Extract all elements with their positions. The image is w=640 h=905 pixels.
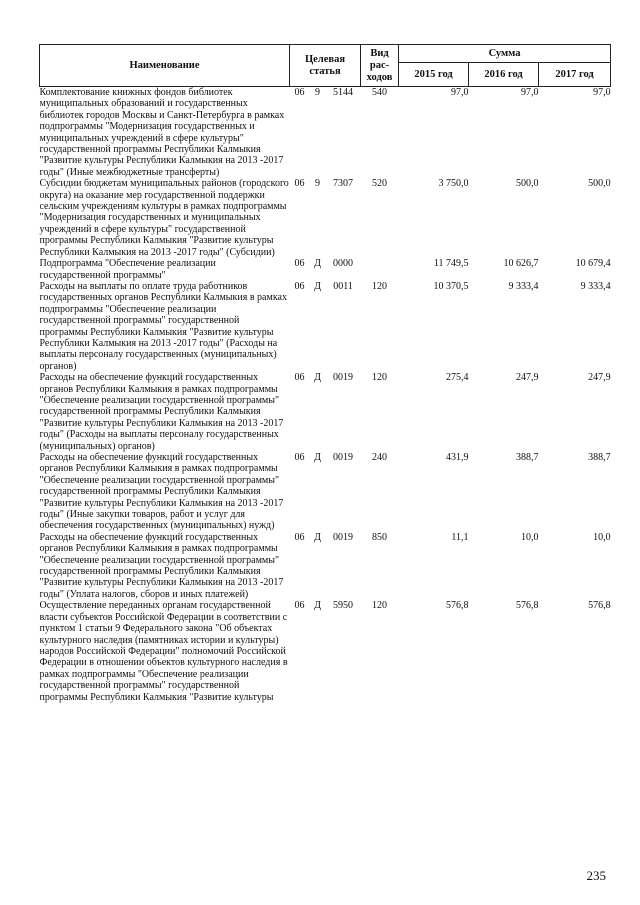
header-expense-type: Вид рас-ходов: [361, 45, 399, 87]
row-code-section: 06: [294, 258, 305, 270]
row-amount-2016: 10 626,7: [503, 258, 539, 270]
row-expense-type: [361, 258, 399, 281]
row-amount-2017: 97,0: [593, 87, 611, 98]
row-name: Комплектование книжных фондов библиотек муниципальных образований и государственных библиотек городов Москвы и Санкт-Петербурга в рамках подпрограммы "Модернизация государственных и муниципальных учреждений в сфере культуры" государственной программы Республики Калмыкия "Развитие культуры Республики Калмыкия на 2013 -2017 годы" (Иные межбюджетные трансферты): [39, 87, 285, 178]
row-code-program: Д: [314, 452, 321, 463]
row-name: Расходы на выплаты по оплате труда работников государственных органов Республики Калмыкия в рамках подпрограммы "Обеспечение реализации государственной программы" государственной программы Республики Калмыкия "Развитие культуры Республики Калмыкия на 2013 -2017 годы" (Расходы на выплаты персоналу государственных (муниципальных) органов): [39, 280, 287, 372]
row-code-section: 06: [294, 452, 305, 463]
row-name: Субсидии бюджетам муниципальных районов (городского округа) на оказание мер государственной поддержки сельским учреждениям культуры в рамках подпрограммы "Модернизация государственных и муниципальных учреждений в сфере культуры" государственной программы Республики Калмыкия "Развитие культуры Республики Калмыкия на 2013 -2017 годы" (Субсидии): [39, 178, 289, 258]
row-code-item: 0019: [333, 531, 354, 543]
table-row: [40, 178, 611, 258]
row-code-section: 06: [294, 280, 305, 292]
row-amount-2015: 431,9: [446, 452, 469, 463]
row-amount-2016: 10,0: [521, 531, 539, 543]
row-name: Осуществление переданных органам государственной власти субъектов Российской Федерации в соответствии с пунктом 1 статьи 9 Федерального закона "Об объектах культурного наследия (памятниках истории и культуры) народов Российской Федерации" полномочий Российской Федерации в отношении объектов культурного наследия в рамках подпрограммы "Обеспечение реализации государственной программы" государственной программы Республики Калмыкия "Развитие культуры: [39, 600, 288, 703]
table-header: [40, 45, 611, 87]
row-amount-2015: 576,8: [446, 600, 469, 612]
row-amount-2016: 500,0: [516, 178, 539, 190]
table-row: [40, 452, 611, 532]
row-amount-2015: 97,0: [451, 87, 469, 98]
row-expense-type: 520: [372, 178, 388, 190]
page-number: 235: [586, 868, 606, 883]
header-year-2017: 2017 год: [539, 63, 611, 87]
row-amount-2017: 10 679,4: [575, 258, 611, 270]
row-code-item: 0000: [333, 258, 354, 270]
row-code-item: 0019: [333, 452, 354, 463]
row-amount-2016: 9 333,4: [508, 280, 539, 292]
row-amount-2015: 275,4: [446, 372, 469, 384]
row-name: Расходы на обеспечение функций государственных органов Республики Калмыкия в рамках подпрограммы "Обеспечение реализации государственной программы" государственной программы Республики Калмыкия "Развитие культуры Республики Калмыкия на 2013 -2017 годы" (Иные закупки товаров, работ и услуг для обеспечения государственных (муниципальных) нужд): [39, 452, 284, 532]
row-code-item: 0019: [333, 372, 354, 384]
row-expense-type: 120: [372, 280, 388, 292]
row-amount-2017: 247,9: [588, 372, 611, 384]
header-name: Наименование: [40, 45, 290, 87]
row-code-program: Д: [314, 258, 321, 270]
row-amount-2015: 10 370,5: [433, 280, 469, 292]
row-code-section: 06: [294, 178, 305, 190]
table-row: [40, 600, 611, 703]
row-amount-2016: 576,8: [516, 600, 539, 612]
row-code-section: 06: [294, 531, 305, 543]
row-code-program: Д: [314, 531, 321, 543]
row-code-section: 06: [294, 372, 305, 384]
table-row: [40, 258, 611, 281]
row-name: Расходы на обеспечение функций государственных органов Республики Калмыкия в рамках подпрограммы "Обеспечение реализации государственной программы" государственной программы Республики Калмыкия "Развитие культуры Республики Калмыкия на 2013 -2017 годы" (Уплата налогов, сборов и иных платежей): [39, 531, 284, 600]
row-amount-2015: 11 749,5: [433, 258, 469, 270]
row-code-item: 5144: [333, 87, 354, 98]
row-code-section: 06: [294, 600, 305, 612]
row-code-program: 9: [315, 178, 320, 190]
row-amount-2017: 388,7: [588, 452, 611, 463]
row-name: Подпрограмма "Обеспечение реализации государственной программы": [39, 258, 216, 281]
row-amount-2017: 500,0: [588, 178, 611, 190]
row-code-item: 7307: [333, 178, 354, 190]
row-expense-type: 540: [372, 87, 388, 98]
header-year-2015: 2015 год: [399, 63, 469, 87]
header-sum: Сумма: [399, 45, 611, 63]
row-amount-2015: 3 750,0: [438, 178, 469, 190]
row-amount-2017: 9 333,4: [580, 280, 611, 292]
budget-table: [39, 44, 611, 703]
table-row: [40, 281, 611, 372]
header-target-article: Целевая статья: [290, 45, 361, 87]
row-code-program: Д: [314, 280, 321, 292]
row-code-section: 06: [294, 87, 305, 98]
row-amount-2017: 576,8: [588, 600, 611, 612]
row-expense-type: 240: [372, 452, 388, 463]
header-year-2016: 2016 год: [469, 63, 539, 87]
table-row: [40, 87, 611, 179]
row-amount-2015: 11,1: [451, 531, 469, 543]
row-code-program: 9: [315, 87, 320, 98]
table-row: [40, 532, 611, 600]
row-amount-2016: 247,9: [516, 372, 539, 384]
row-expense-type: 850: [372, 531, 388, 543]
row-code-program: Д: [314, 600, 321, 612]
row-amount-2017: 10,0: [593, 531, 611, 543]
row-name: Расходы на обеспечение функций государственных органов Республики Калмыкия в рамках подпрограммы "Обеспечение реализации государственной программы" государственной программы Республики Калмыкия "Развитие культуры Республики Калмыкия на 2013 -2017 годы" (Расходы на выплаты персоналу государственных (муниципальных) органов): [39, 372, 284, 452]
row-expense-type: 120: [372, 372, 388, 384]
row-amount-2016: 388,7: [516, 452, 539, 463]
row-code-program: Д: [314, 372, 321, 384]
table-row: [40, 372, 611, 452]
row-amount-2016: 97,0: [521, 87, 539, 98]
row-code-item: 0011: [333, 280, 353, 292]
row-expense-type: 120: [372, 600, 388, 612]
row-code-item: 5950: [333, 600, 354, 612]
table-body: [40, 87, 611, 703]
